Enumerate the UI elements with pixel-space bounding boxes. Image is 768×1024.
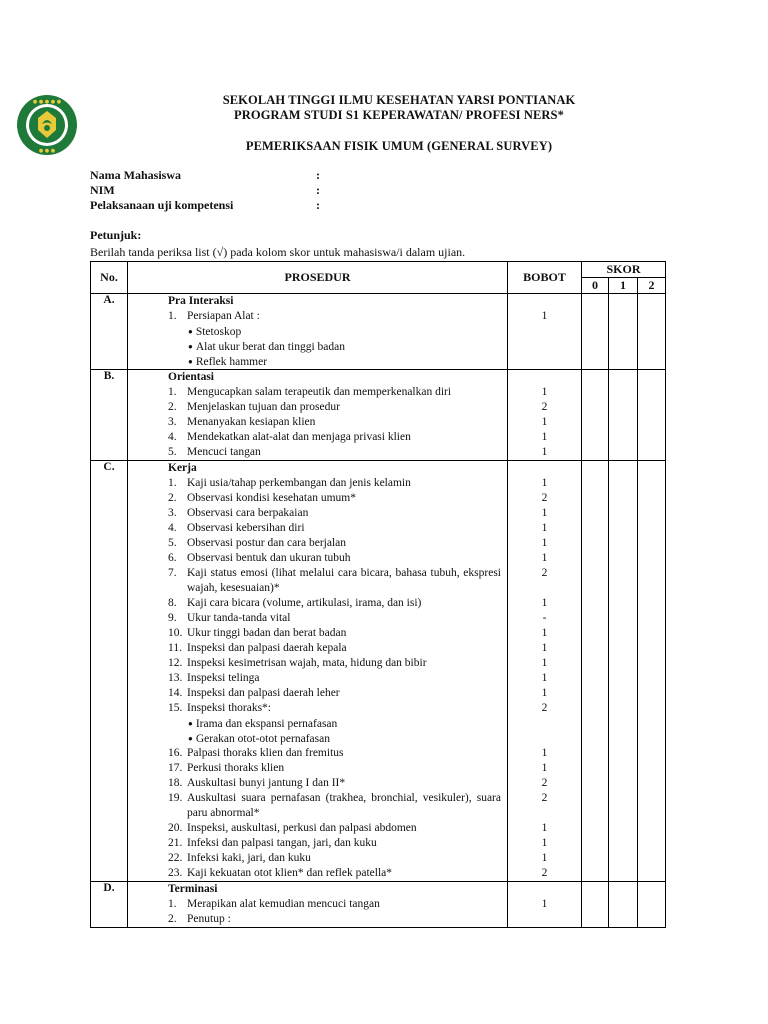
score-cell-0[interactable] xyxy=(582,882,609,928)
section-number: A. xyxy=(91,294,128,370)
procedure-number: 4. xyxy=(168,431,177,443)
procedure-item xyxy=(168,476,501,491)
procedure-item xyxy=(168,506,501,521)
score-cell-2[interactable] xyxy=(638,461,666,882)
procedure-text: Inspeksi kesimetrisan wajah, mata, hidung dan bibir xyxy=(187,657,427,669)
bobot-value: 2 xyxy=(541,567,548,579)
bullet-icon: ● xyxy=(188,734,193,743)
procedure-number: 11. xyxy=(168,642,182,654)
procedure-number: 8. xyxy=(168,597,177,609)
bobot-value: 1 xyxy=(541,552,548,564)
procedure-item xyxy=(168,746,501,761)
procedure-item xyxy=(168,791,501,821)
section-row xyxy=(91,294,666,370)
bobot-value xyxy=(508,912,581,927)
procedure-item xyxy=(168,851,501,866)
instructions-heading: Petunjuk: xyxy=(90,228,142,242)
section-number: B. xyxy=(91,370,128,461)
score-cell-2[interactable] xyxy=(638,882,666,928)
procedure-number: 1. xyxy=(168,310,177,322)
procedure-text: Inspeksi thoraks*: xyxy=(187,702,272,714)
procedure-number: 12. xyxy=(168,657,183,669)
procedure-subitem-text: Stetoskop xyxy=(195,326,242,338)
procedure-subitem-text: Reflek hammer xyxy=(195,356,268,368)
procedure-text: Ukur tanda-tanda vital xyxy=(187,612,291,624)
procedure-item xyxy=(168,521,501,536)
form-title: PEMERIKSAAN FISIK UMUM (GENERAL SURVEY) xyxy=(245,139,553,153)
procedure-subitem-text: Irama dan ekspansi pernafasan xyxy=(195,718,338,730)
procedure-number: 5. xyxy=(168,446,177,458)
bobot-value: 1 xyxy=(541,597,548,609)
procedure-item xyxy=(168,821,501,836)
field-colon-pelaksanaan: : xyxy=(316,198,320,212)
procedure-subitem xyxy=(168,716,501,731)
procedure-number: 19. xyxy=(168,792,183,804)
bobot-value: 1 xyxy=(541,310,548,322)
procedure-item xyxy=(168,385,501,400)
procedure-text: Menjelaskan tujuan dan prosedur xyxy=(187,401,340,413)
field-colon-nim: : xyxy=(316,183,320,197)
procedure-text: Mencuci tangan xyxy=(187,446,261,458)
procedure-item xyxy=(168,761,501,776)
procedure-subitem xyxy=(168,339,501,354)
score-cell-0[interactable] xyxy=(582,370,609,461)
procedure-item xyxy=(168,686,501,701)
svg-text:● ● ● ● ●: ● ● ● ● ● xyxy=(32,99,62,105)
program-name: PROGRAM STUDI S1 KEPERAWATAN/ PROFESI NERS* xyxy=(234,108,564,122)
procedure-subitem-text: Gerakan otot-otot pernafasan xyxy=(195,733,330,745)
procedure-subitem xyxy=(168,354,501,369)
procedure-subitem xyxy=(168,324,501,339)
bobot-value: 1 xyxy=(541,431,548,443)
bobot-value: 2 xyxy=(541,867,548,879)
field-label-nim: NIM xyxy=(90,183,115,197)
procedure-number: 6. xyxy=(168,552,177,564)
procedure-text: Observasi cara berpakaian xyxy=(187,507,309,519)
section-bobot xyxy=(508,882,582,928)
section-row xyxy=(91,370,666,461)
svg-text:● ● ●: ● ● ● xyxy=(38,148,56,154)
bullet-icon: ● xyxy=(188,357,193,366)
procedure-number: 1. xyxy=(168,898,177,910)
header-prosedur: PROSEDUR xyxy=(128,262,508,294)
bobot-value: 2 xyxy=(541,492,548,504)
procedure-number: 13. xyxy=(168,672,183,684)
bobot-value: 1 xyxy=(541,477,548,489)
bobot-value: 1 xyxy=(541,687,548,699)
bobot-value: 1 xyxy=(541,642,548,654)
procedure-number: 23. xyxy=(168,867,183,879)
bobot-value: 1 xyxy=(541,537,548,549)
procedure-number: 3. xyxy=(168,507,177,519)
section-procedures xyxy=(128,370,508,461)
procedure-text: Mendekatkan alat-alat dan menjaga privasi klien xyxy=(187,431,411,443)
procedure-text: Kaji usia/tahap perkembangan dan jenis kelamin xyxy=(187,477,411,489)
procedure-number: 5. xyxy=(168,537,177,549)
procedure-text: Kaji cara bicara (volume, artikulasi, irama, dan isi) xyxy=(187,597,422,609)
bobot-value: 1 xyxy=(541,416,548,428)
procedure-text: Observasi kebersihan diri xyxy=(187,522,305,534)
header-skor-2: 2 xyxy=(638,278,666,294)
assessment-table xyxy=(90,261,666,928)
procedure-number: 9. xyxy=(168,612,177,624)
bobot-value: 1 xyxy=(541,657,548,669)
procedure-number: 21. xyxy=(168,837,183,849)
procedure-number: 20. xyxy=(168,822,183,834)
procedure-text: Inspeksi telinga xyxy=(187,672,260,684)
procedure-item xyxy=(168,641,501,656)
score-cell-1[interactable] xyxy=(609,882,638,928)
procedure-item xyxy=(168,626,501,641)
score-cell-1[interactable] xyxy=(609,370,638,461)
bobot-value: 2 xyxy=(541,401,548,413)
procedure-item xyxy=(168,445,501,460)
section-title: Kerja xyxy=(168,462,197,474)
field-label-nama: Nama Mahasiswa xyxy=(90,168,182,182)
procedure-number: 2. xyxy=(168,913,177,925)
score-cell-0[interactable] xyxy=(582,294,609,370)
section-number: D. xyxy=(91,882,128,928)
section-row xyxy=(91,461,666,882)
procedure-number: 1. xyxy=(168,477,177,489)
bobot-value: 1 xyxy=(541,446,548,458)
field-colon-nama: : xyxy=(316,168,320,182)
bobot-value: 2 xyxy=(541,702,548,714)
procedure-number: 16. xyxy=(168,747,183,759)
instructions-text: Berilah tanda periksa list (√) pada kolom skor untuk mahasiswa/i dalam ujian. xyxy=(90,245,466,259)
procedure-text: Palpasi thoraks klien dan fremitus xyxy=(187,747,344,759)
procedure-number: 15. xyxy=(168,702,183,714)
procedure-item xyxy=(168,491,501,506)
bobot-value: 1 xyxy=(541,386,548,398)
procedure-item xyxy=(168,897,501,912)
bobot-value: 1 xyxy=(541,627,548,639)
procedure-text: Merapikan alat kemudian mencuci tangan xyxy=(187,898,380,910)
procedure-number: 7. xyxy=(168,567,177,579)
procedure-number: 17. xyxy=(168,762,183,774)
procedure-text: Kaji status emosi (lihat melalui cara bicara, bahasa tubuh, ekspresi wajah, kesesuaian)* xyxy=(187,567,501,594)
bobot-value: 1 xyxy=(541,837,548,849)
section-procedures xyxy=(128,882,508,928)
score-cell-1[interactable] xyxy=(609,461,638,882)
procedure-text: Mengucapkan salam terapeutik dan memperkenalkan diri xyxy=(187,386,452,398)
header-skor-0: 0 xyxy=(582,278,609,294)
score-cell-2[interactable] xyxy=(638,370,666,461)
procedure-item xyxy=(168,836,501,851)
procedure-item xyxy=(168,611,501,626)
bobot-value: 1 xyxy=(541,898,548,910)
procedure-subitem xyxy=(168,731,501,746)
section-number: C. xyxy=(91,461,128,882)
bullet-icon: ● xyxy=(188,342,193,351)
procedure-text: Observasi postur dan cara berjalan xyxy=(187,537,347,549)
procedure-number: 14. xyxy=(168,687,183,699)
bobot-value: 2 xyxy=(541,777,548,789)
procedure-subitem-text: Alat ukur berat dan tinggi badan xyxy=(195,341,345,353)
procedure-item xyxy=(168,430,501,445)
procedure-number: 10. xyxy=(168,627,183,639)
procedure-text: Ukur tinggi badan dan berat badan xyxy=(187,627,347,639)
score-cell-2[interactable] xyxy=(638,294,666,370)
section-procedures xyxy=(128,294,508,370)
header-skor-1: 1 xyxy=(609,278,638,294)
procedure-text: Infeksi dan palpasi tangan, jari, dan kuku xyxy=(187,837,377,849)
procedure-text: Perkusi thoraks klien xyxy=(187,762,285,774)
procedure-item xyxy=(168,309,501,324)
procedure-number: 22. xyxy=(168,852,183,864)
procedure-text: Kaji kekuatan otot klien* dan reflek patella* xyxy=(187,867,393,879)
procedure-text: Infeksi kaki, jari, dan kuku xyxy=(187,852,311,864)
bobot-value: 1 xyxy=(541,507,548,519)
field-label-pelaksanaan: Pelaksanaan uji kompetensi xyxy=(90,198,234,212)
procedure-number: 2. xyxy=(168,401,177,413)
procedure-text: Inspeksi dan palpasi daerah kepala xyxy=(187,642,347,654)
procedure-number: 1. xyxy=(168,386,177,398)
procedure-text: Inspeksi, auskultasi, perkusi dan palpasi abdomen xyxy=(187,822,417,834)
procedure-number: 2. xyxy=(168,492,177,504)
bobot-value: 1 xyxy=(541,762,548,774)
header-skor: SKOR xyxy=(582,262,666,278)
bobot-value: 1 xyxy=(541,852,548,864)
procedure-text: Observasi bentuk dan ukuran tubuh xyxy=(187,552,351,564)
procedure-number: 3. xyxy=(168,416,177,428)
procedure-item xyxy=(168,551,501,566)
section-bobot xyxy=(508,370,582,461)
procedure-item xyxy=(168,671,501,686)
bullet-icon: ● xyxy=(188,719,193,728)
section-bobot xyxy=(508,294,582,370)
procedure-item xyxy=(168,701,501,716)
score-cell-0[interactable] xyxy=(582,461,609,882)
header-no: No. xyxy=(91,262,128,294)
procedure-number: 4. xyxy=(168,522,177,534)
bobot-value: 1 xyxy=(541,672,548,684)
section-row xyxy=(91,882,666,928)
bobot-value: 1 xyxy=(541,822,548,834)
procedure-item xyxy=(168,400,501,415)
procedure-text: Penutup : xyxy=(187,913,231,925)
bobot-value: - xyxy=(542,612,547,624)
procedure-item xyxy=(168,912,501,927)
procedure-item xyxy=(168,656,501,671)
section-title: Pra Interaksi xyxy=(168,295,234,307)
procedure-text: Observasi kondisi kesehatan umum* xyxy=(187,492,356,504)
procedure-item xyxy=(168,596,501,611)
procedure-text: Menanyakan kesiapan klien xyxy=(187,416,316,428)
score-cell-1[interactable] xyxy=(609,294,638,370)
procedure-item xyxy=(168,536,501,551)
procedure-text: Persiapan Alat : xyxy=(187,310,260,322)
bullet-icon: ● xyxy=(188,327,193,336)
header-bobot: BOBOT xyxy=(508,262,582,294)
section-bobot xyxy=(508,461,582,882)
procedure-item xyxy=(168,566,501,596)
procedure-item xyxy=(168,776,501,791)
procedure-text: Inspeksi dan palpasi daerah leher xyxy=(187,687,340,699)
procedure-item xyxy=(168,415,501,430)
procedure-number: 18. xyxy=(168,777,183,789)
section-procedures xyxy=(128,461,508,882)
bobot-value: 1 xyxy=(541,522,548,534)
procedure-text: Auskultasi suara pernafasan (trakhea, bronchial, vesikuler), suara paru abnormal* xyxy=(187,792,501,819)
procedure-text: Auskultasi bunyi jantung I dan II* xyxy=(187,777,346,789)
procedure-item xyxy=(168,866,501,881)
section-title: Terminasi xyxy=(168,883,218,895)
bobot-value: 1 xyxy=(541,747,548,759)
section-title: Orientasi xyxy=(168,371,214,383)
institution-name: SEKOLAH TINGGI ILMU KESEHATAN YARSI PONTIANAK xyxy=(222,93,576,107)
bobot-value: 2 xyxy=(541,792,548,804)
